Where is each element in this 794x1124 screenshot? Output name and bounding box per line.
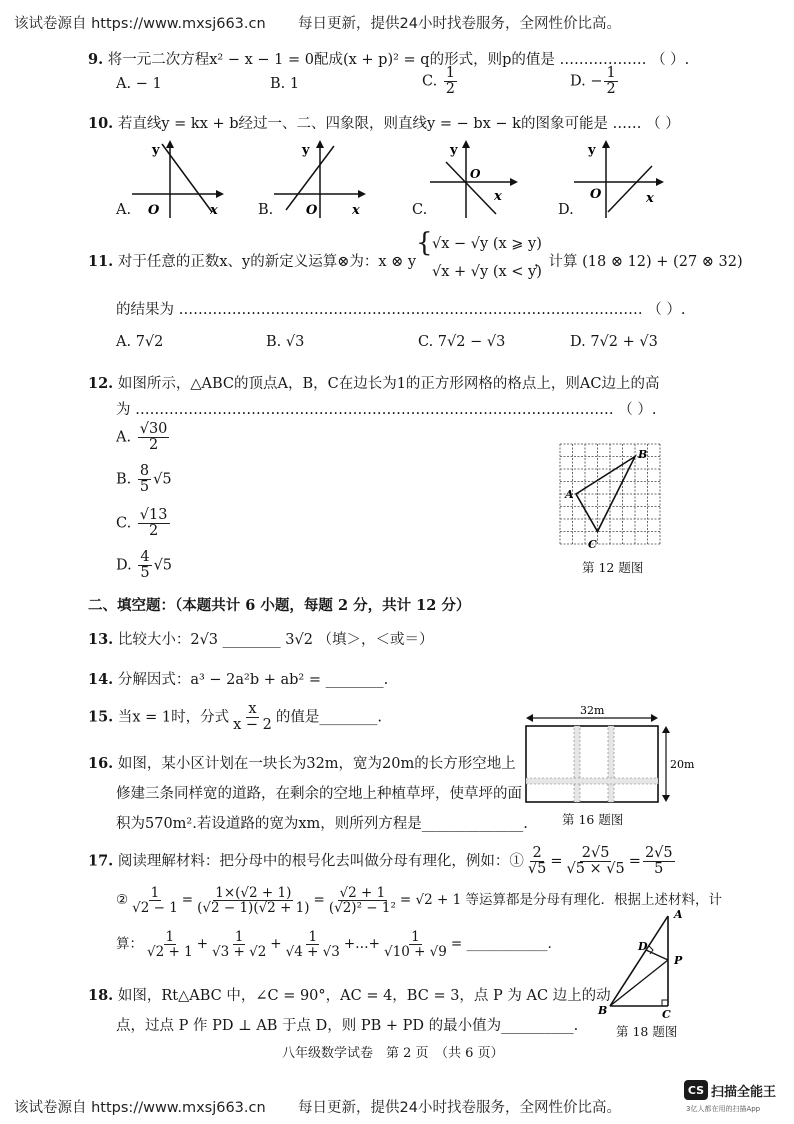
- q12-line-2: 为 ……………………………………………………………………………………… （ ）.: [116, 402, 657, 418]
- vertex-c-label: C: [588, 538, 597, 551]
- section-2-heading: 二、填空题：（本题共计 6 小题，每题 2 分，共计 12 分）: [88, 597, 471, 614]
- q10-option-c-label: C.: [412, 202, 428, 218]
- origin-label: O: [590, 187, 602, 202]
- vertex-a-label: A: [565, 488, 574, 501]
- q12-grid-figure: [556, 440, 666, 552]
- question-10: 10. 若直线y = kx + b经过一、二、四象限，则直线y = − bx − k的图象可能是 …… （ ）: [88, 115, 680, 132]
- vertex-a-label: A: [674, 908, 683, 921]
- watermark-app-name: 扫描全能王: [711, 1085, 777, 1100]
- q9-option-a: A. − 1: [116, 76, 162, 92]
- camscanner-logo-icon: CS: [684, 1080, 708, 1100]
- q9-option-b: B. 1: [270, 76, 300, 92]
- q11-tail: ，计算 (18 ⊗ 12) + (27 ⊗ 32): [534, 254, 743, 270]
- question-14: 14. 分解因式：a³ − 2a²b + ab² = ________.: [88, 671, 389, 688]
- q11-option-c: C. 7√2 − √3: [418, 334, 506, 350]
- point-d-label: D: [638, 940, 648, 953]
- q11-option-a: A. 7√2: [116, 334, 164, 350]
- q9-option-c: C. $\frac{1}{2}$: [422, 65, 456, 98]
- q16-line-2: 修建三条同样宽的道路，在剩余的空地上种植草坪，使草坪的面: [116, 786, 522, 802]
- x-axis-label: x: [646, 191, 654, 206]
- q12-option-c: C. $\frac{√13}{2}$: [116, 507, 168, 540]
- q16-caption: 第 16 题图: [562, 812, 624, 827]
- question-13: 13. 比较大小：2√3 ________ 3√2 （填＞，＜或＝）: [88, 631, 434, 648]
- vertex-c-label: C: [662, 1008, 671, 1018]
- q10-graph-c: [426, 138, 522, 222]
- height-label: 20m: [670, 758, 695, 771]
- question-18: 18. 如图，Rt△ABC 中，∠C = 90°，AC = 4，BC = 3，点 P 为 AC 边上的动: [88, 987, 611, 1004]
- point-p-label: P: [674, 954, 683, 967]
- y-axis-label: y: [450, 143, 458, 158]
- q11-line-2: 的结果为 …………………………………………………………………………………… （ ）.: [116, 302, 686, 318]
- q12-caption: 第 12 题图: [582, 560, 644, 575]
- q10-option-b-label: B.: [258, 202, 274, 218]
- origin-label: O: [470, 167, 481, 181]
- page-footer: 八年级数学试卷 第 2 页 （共 6 页）: [282, 1046, 504, 1061]
- question-15: 15. 当x = 1时，分式 $\frac{x}{x - 2}$ 的值是________.: [88, 701, 383, 734]
- vertex-b-label: B: [638, 448, 648, 461]
- q11-option-b: B. √3: [266, 334, 305, 350]
- bottom-banner-service: 每日更新，提供24小时找卷服务，全网性价比高。: [298, 1100, 621, 1116]
- q17-line-3: 算： $\frac{1}{√2 + 1}$ + $\frac{1}{√3 + √2}$ + $\frac{1}{√4 + √3}$ +…+ $\frac{1}{√10 + √9}$ = ____________.: [116, 929, 552, 961]
- bottom-banner-source: 该试卷源自 https://www.mxsj663.cn: [14, 1100, 266, 1116]
- q18-caption: 第 18 题图: [616, 1024, 678, 1039]
- q10-graph-d: [572, 138, 668, 222]
- q18-line-2: 点，过点 P 作 PD ⊥ AB 于点 D，则 PB + PD 的最小值为__________.: [116, 1018, 579, 1034]
- q16-line-3: 积为570m².若设道路的宽为xm，则所列方程是______________.: [116, 816, 528, 832]
- x-axis-label: x: [352, 203, 360, 218]
- q11-option-d: D. 7√2 + √3: [570, 334, 658, 350]
- q11-case-1: √x − √y (x ⩾ y): [432, 236, 542, 252]
- top-banner-service: 每日更新，提供24小时找卷服务，全网性价比高。: [298, 16, 621, 32]
- question-stem: 将一元二次方程x² − x − 1 = 0配成(x + p)² = q的形式，则p的值是 ……………… （ ）.: [107, 52, 690, 68]
- q12-option-a: A. $\frac{√30}{2}$: [116, 421, 168, 454]
- y-axis-label: y: [302, 143, 310, 158]
- question-16: 16. 如图，某小区计划在一块长为32m，宽为20m的长方形空地上: [88, 755, 516, 772]
- top-banner-source: 该试卷源自 https://www.mxsj663.cn: [14, 16, 266, 32]
- q11-case-2: √x + √y (x < y): [432, 264, 542, 280]
- q9-option-d: D. − $\frac{1}{2}$: [570, 65, 616, 98]
- vertex-b-label: B: [598, 1004, 608, 1017]
- q12-option-d: D. $\frac{4}{5}$ √5: [116, 549, 173, 582]
- x-axis-label: x: [210, 203, 218, 218]
- y-axis-label: y: [588, 143, 596, 158]
- origin-label: O: [148, 203, 160, 218]
- question-12: 12. 如图所示，△ABC的顶点A，B，C在边长为1的正方形网格的格点上，则AC边上的高: [88, 375, 660, 392]
- q10-option-d-label: D.: [558, 202, 574, 218]
- width-label: 32m: [580, 704, 605, 717]
- question-number: 9.: [88, 51, 104, 68]
- watermark-tagline: 3亿人都在用的扫描App: [686, 1105, 761, 1113]
- question-17: 17. 阅读理解材料：把分母中的根号化去叫做分母有理化，例如：① $\frac{2}{√5}$ = $\frac{2√5}{√5 \times √5}$ = $\frac{2√5}{5}$: [88, 845, 673, 878]
- q10-graph-a: [130, 138, 226, 222]
- q16-rectangle-figure: [520, 702, 698, 806]
- q10-option-a-label: A.: [116, 202, 132, 218]
- q12-option-b: B. $\frac{8}{5}$ √5: [116, 463, 172, 496]
- q18-triangle-figure: [596, 906, 696, 1018]
- q11-brace: {: [416, 228, 433, 258]
- q10-graph-b: [272, 138, 368, 222]
- q17-line-2: ② $\frac{1}{√2 - 1}$ = $\frac{1\times(√2 + 1)}{(√2 - 1)(√2 + 1)}$ = $\frac{√2 + 1}{\text{(√2)² − 1²}}$ = √2 + 1 等运算都是分母有理化．根据上述材料，计: [116, 885, 722, 917]
- question-11: 11. 对于任意的正数x、y的新定义运算⊗为：x ⊗ y: [88, 253, 417, 270]
- y-axis-label: y: [152, 143, 160, 158]
- x-axis-label: x: [494, 189, 502, 204]
- origin-label: O: [306, 203, 318, 218]
